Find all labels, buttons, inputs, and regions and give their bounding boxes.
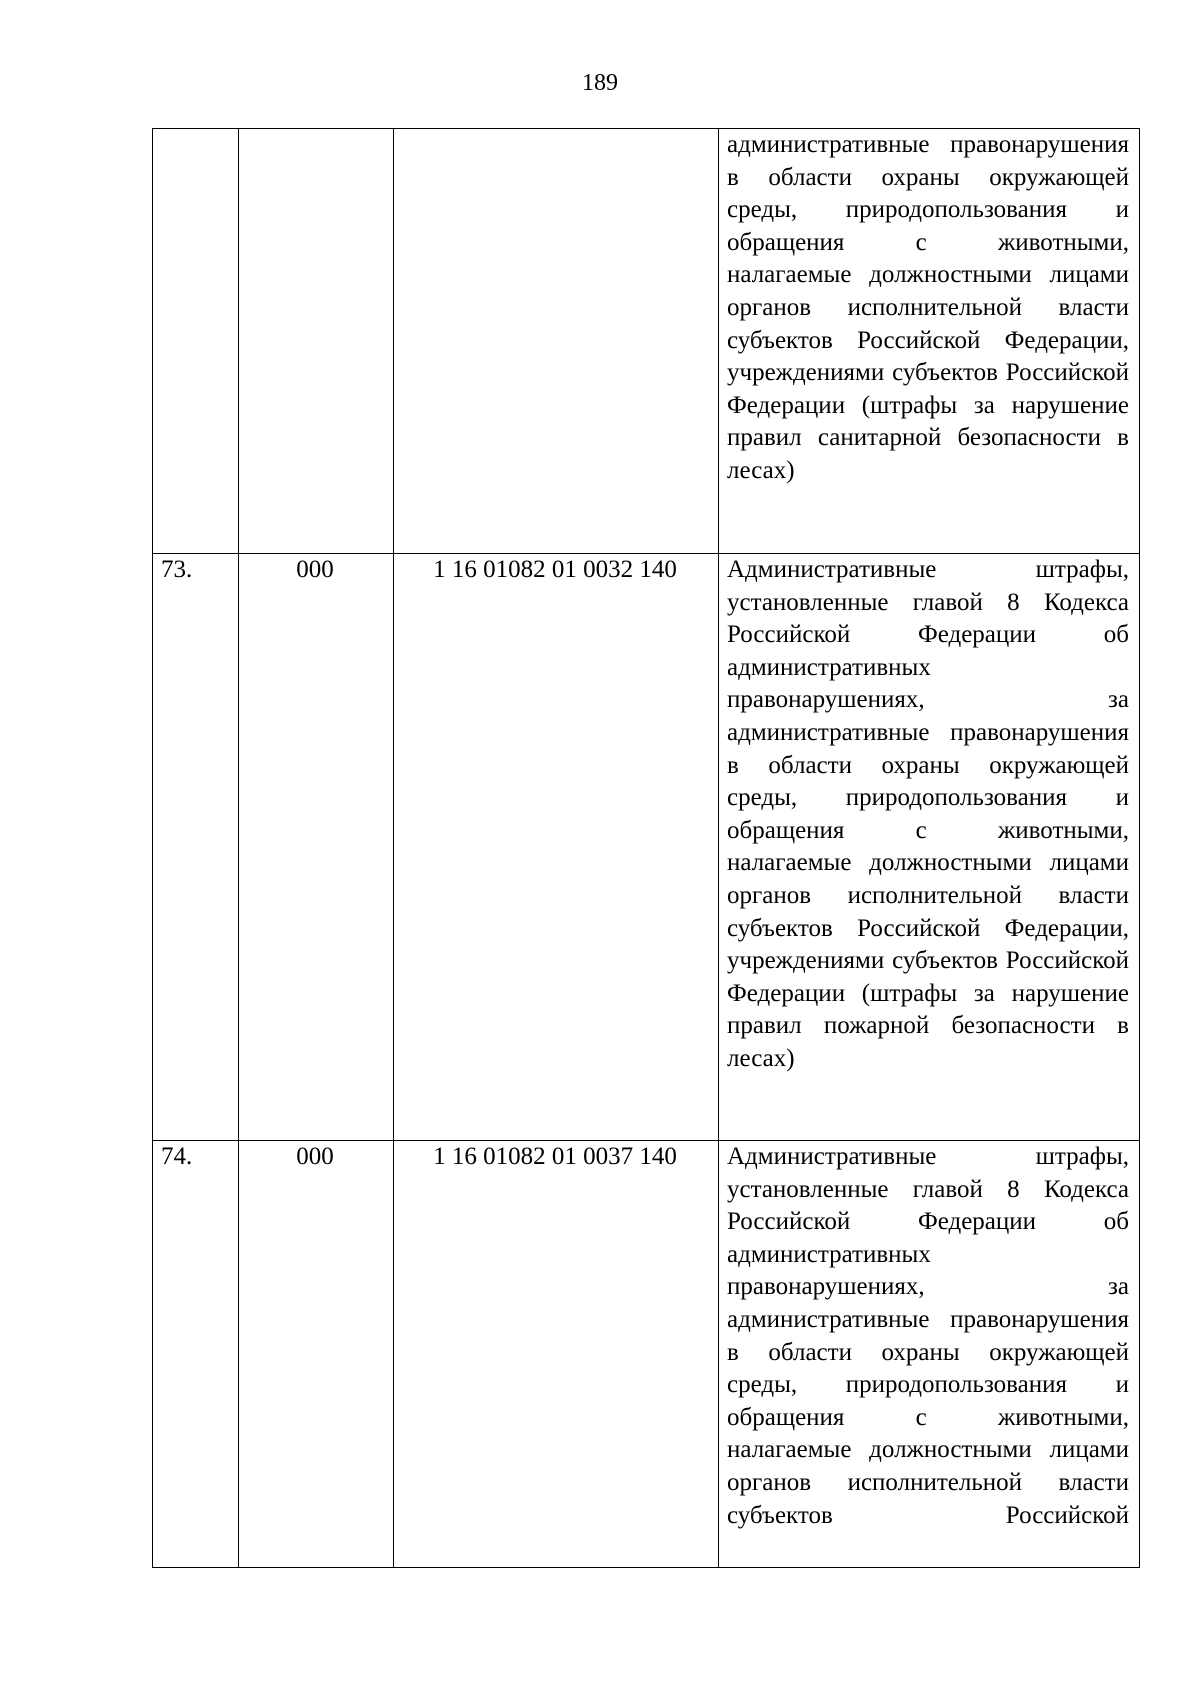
description-cell: Административные штрафы, установленные главой 8 Кодекса Российской Федерации об административных правонарушениях, за административные правонарушения в области охраны окружающей среды, природопользования и обращения с животными, налагаемые должностными лицами органов исполнительной власти субъектов Российской Федерации, учреждениями субъектов Российской Федерации (штрафы за нарушение правил пожарной безопасности в лесах) bbox=[719, 554, 1140, 1141]
kbk-code-cell: 1 16 01082 01 0032 140 bbox=[394, 554, 719, 1141]
admin-code-cell: 000 bbox=[239, 554, 394, 1141]
table-row-continued bbox=[153, 129, 1140, 554]
row-number-cell: 74. bbox=[153, 1141, 239, 1568]
description-cell: административные правонарушения в области охраны окружающей среды, природопользования и обращения с животными, налагаемые должностными лицами органов исполнительной власти субъектов Российской Федерации, учреждениями субъектов Российской Федерации (штрафы за нарушение правил санитарной безопасности в лесах) bbox=[719, 129, 1140, 554]
table-row-74 bbox=[153, 1141, 1140, 1568]
table-row-73 bbox=[153, 554, 1140, 1141]
kbk-code-cell: 1 16 01082 01 0037 140 bbox=[394, 1141, 719, 1568]
row-number-cell: 73. bbox=[153, 554, 239, 1141]
row-number-cell bbox=[153, 129, 239, 554]
page-number: 189 bbox=[582, 70, 618, 96]
admin-code-cell: 000 bbox=[239, 1141, 394, 1568]
description-cell: Административные штрафы, установленные главой 8 Кодекса Российской Федерации об административных правонарушениях, за административные правонарушения в области охраны окружающей среды, природопользования и обращения с животными, налагаемые должностными лицами органов исполнительной власти субъектов Российской bbox=[719, 1141, 1140, 1568]
kbk-code-cell bbox=[394, 129, 719, 554]
admin-code-cell bbox=[239, 129, 394, 554]
revenue-codes-table bbox=[152, 128, 1140, 1568]
